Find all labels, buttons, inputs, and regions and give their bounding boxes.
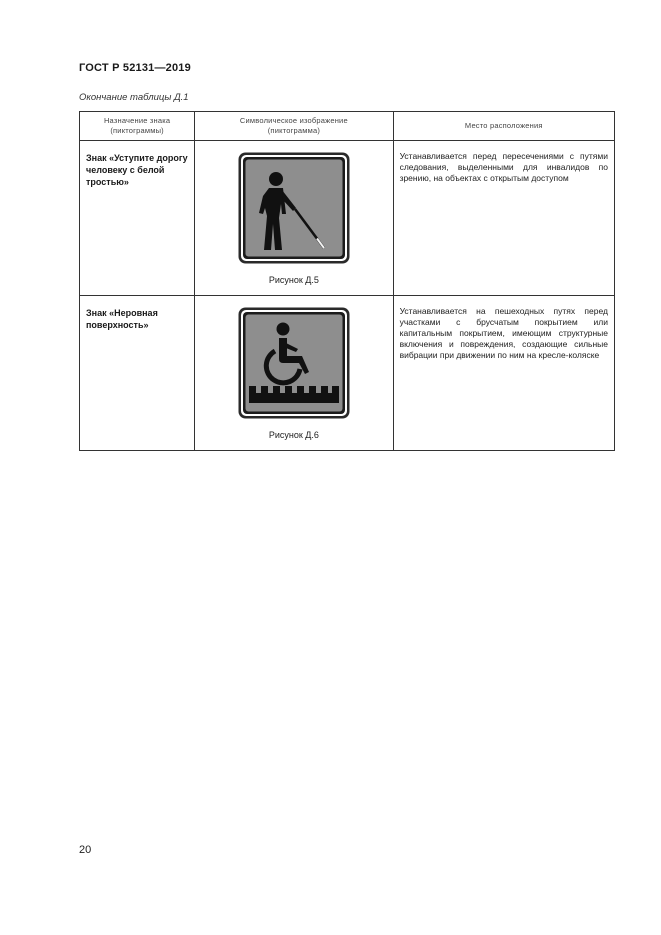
sign-image-cell xyxy=(195,296,393,451)
header-line: (пиктограммы) xyxy=(110,126,164,135)
header-line: Назначение знака xyxy=(103,116,171,125)
header-line: Место расположения xyxy=(464,121,543,130)
header-sign-purpose xyxy=(80,112,195,141)
table-header-row xyxy=(80,112,615,141)
signs-table xyxy=(79,111,615,451)
table-row xyxy=(80,141,615,296)
sign-name: Знак «Уступите дорогу человеку с белой тростью» xyxy=(80,141,195,296)
table-caption: Окончание таблицы Д.1 xyxy=(79,92,189,103)
page-number: 20 xyxy=(79,844,92,856)
standard-title: ГОСТ Р 52131—2019 xyxy=(79,62,191,74)
figure-label: Рисунок Д.6 xyxy=(268,430,319,440)
header-line: Символическое изображение xyxy=(239,116,348,125)
blind-person-with-cane-icon xyxy=(238,152,350,264)
header-placement xyxy=(393,112,614,141)
sign-name: Знак «Неровная поверхность» xyxy=(80,296,195,451)
table-row xyxy=(80,296,615,451)
header-line: (пиктограмма) xyxy=(267,126,321,135)
placement-description: Устанавливается перед пересечениями с путями следования, выделенными для инвалидов по зрению, на объектах с открытым доступом xyxy=(393,141,614,296)
sign-image-cell xyxy=(195,141,393,296)
header-symbolic-image xyxy=(195,112,393,141)
placement-description: Устанавливается на пешеходных путях перед участками с брусчатым покрытием или капитальным покрытием, имеющим структурные включения и повреждения, создающие сильные вибрации при движении по ним на кресле-коляске xyxy=(393,296,614,451)
figure-label: Рисунок Д.5 xyxy=(268,275,319,285)
wheelchair-uneven-surface-icon xyxy=(238,307,350,419)
